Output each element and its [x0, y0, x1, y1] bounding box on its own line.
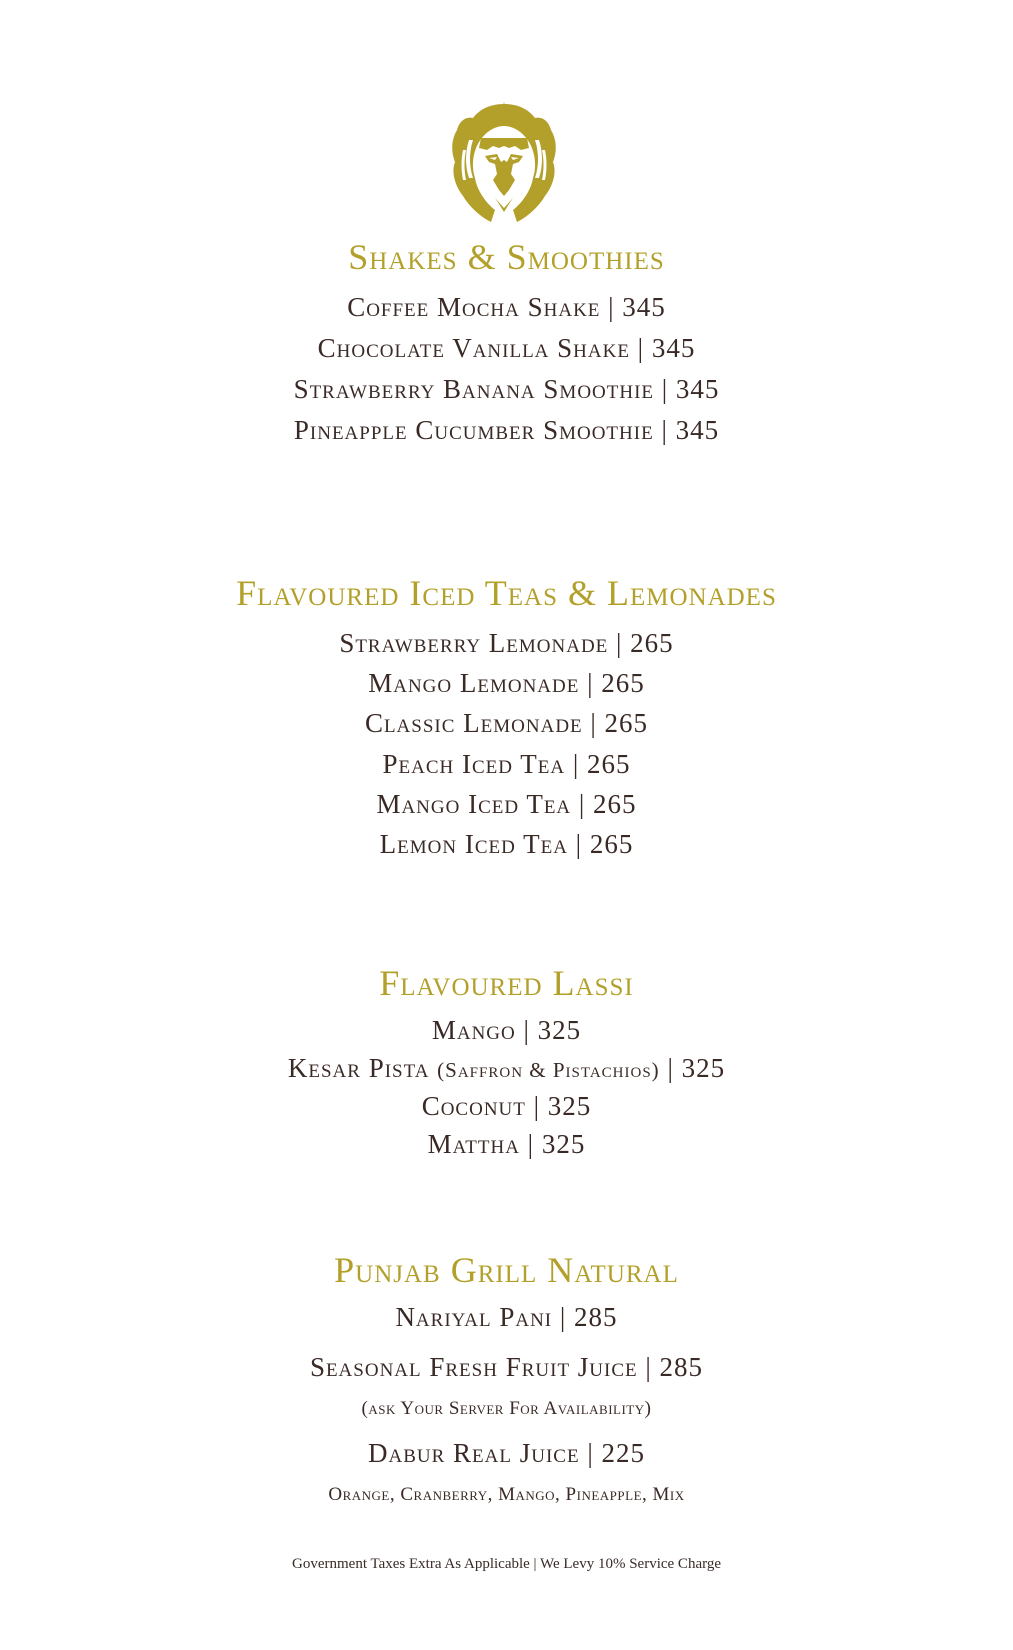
- section-title-lassi: Flavoured Lassi: [379, 963, 634, 1003]
- menu-item: Lemon Iced Tea | 265: [379, 829, 634, 859]
- lion-head-icon: [449, 100, 559, 226]
- menu-item-note: Orange, Cranberry, Mango, Pineapple, Mix: [328, 1484, 685, 1505]
- menu-item: Nariyal Pani | 285: [395, 1302, 618, 1332]
- menu-item: Pineapple Cucumber Smoothie | 345: [293, 415, 720, 445]
- menu-item-note: (Saffron & Pistachios): [437, 1058, 660, 1082]
- menu-item: Coffee Mocha Shake | 345: [347, 292, 666, 322]
- menu-item-kesar-pista: [0, 1052, 1013, 1086]
- menu-item: Classic Lemonade | 265: [364, 708, 649, 738]
- footer-note: Government Taxes Extra As Applicable | We Levy 10% Service Charge: [292, 1556, 721, 1572]
- section-title-iced-teas: Flavoured Iced Teas & Lemonades: [236, 573, 777, 613]
- menu-item: Chocolate Vanilla Shake | 345: [317, 333, 696, 363]
- menu-item: Strawberry Banana Smoothie | 345: [293, 374, 720, 404]
- menu-item: Dabur Real Juice | 225: [368, 1438, 645, 1468]
- menu-item: Mango | 325: [431, 1015, 582, 1045]
- menu-item-price: | 325: [667, 1053, 726, 1083]
- menu-item: Peach Iced Tea | 265: [382, 749, 631, 779]
- menu-item: Coconut | 325: [421, 1091, 592, 1121]
- menu-item: Seasonal Fresh Fruit Juice | 285: [309, 1352, 704, 1382]
- menu-item-note: (ask Your Server For Availability): [361, 1398, 652, 1419]
- menu-item: Strawberry Lemonade | 265: [339, 628, 674, 658]
- menu-item: Mango Lemonade | 265: [368, 668, 645, 698]
- menu-item: Mango Iced Tea | 265: [376, 789, 637, 819]
- section-title-natural: Punjab Grill Natural: [334, 1250, 679, 1290]
- section-title-shakes: Shakes & Smoothies: [348, 237, 665, 277]
- menu-item: Mattha | 325: [427, 1129, 586, 1159]
- menu-item-name: Kesar Pista: [287, 1053, 430, 1083]
